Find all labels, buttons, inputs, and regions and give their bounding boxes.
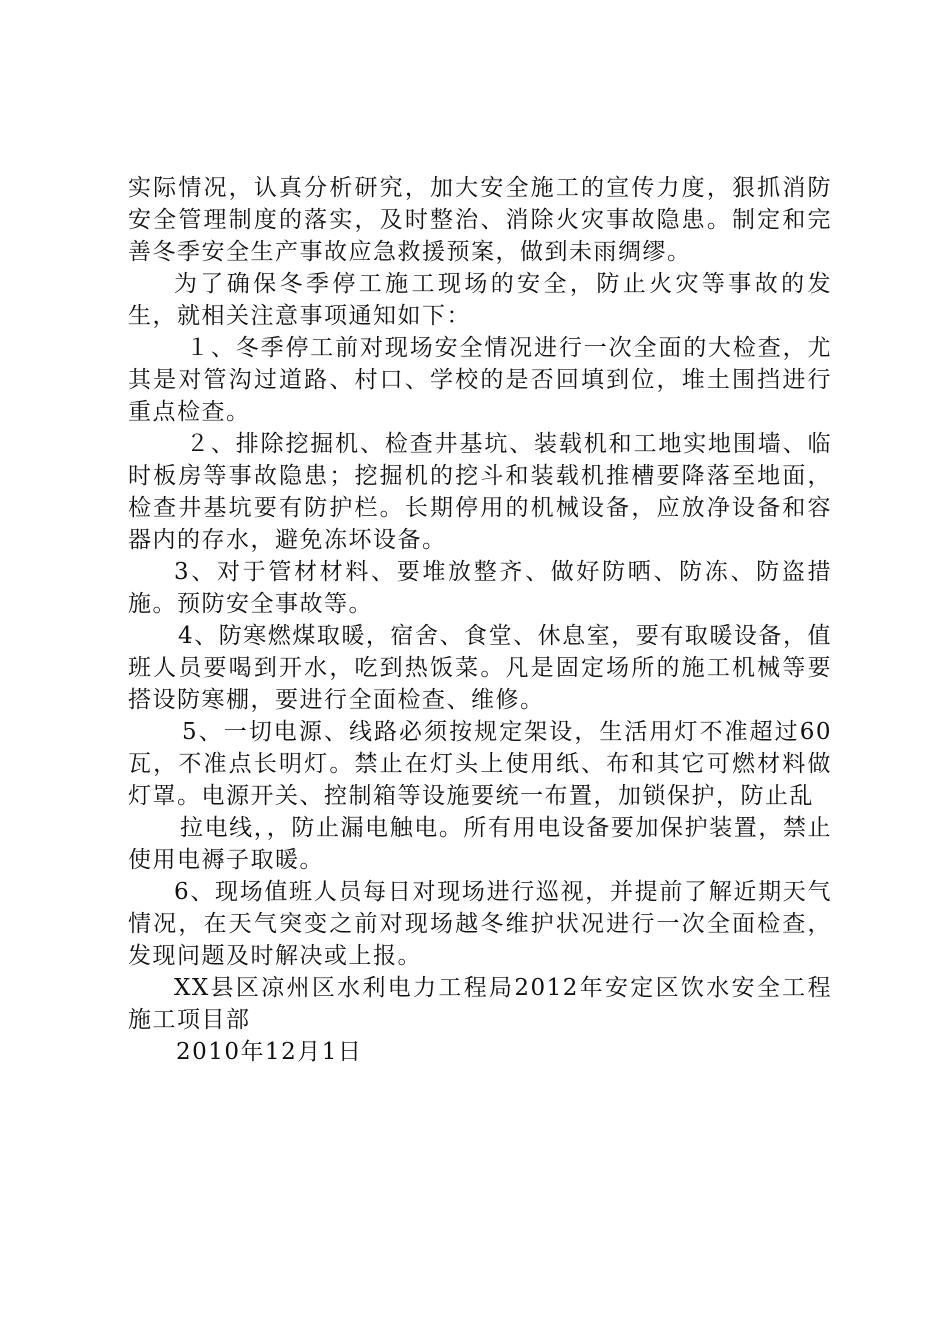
paragraph-item-3: 3、对于管材材料、要堆放整齐、做好防晒、防冻、防盗措施。预防安全事故等。 [128,559,832,617]
paragraph-item-5-continuation: 拉电线，，防止漏电触电。所有用电设备要加保护装置，禁止使用电褥子取暖。 [128,815,832,873]
paragraph-intro-continuation: 实际情况，认真分析研究，加大安全施工的宣传力度，狠抓消防安全管理制度的落实，及时整治、消除火灾事故隐患。制定和完善冬季安全生产事故应急救援预案，做到未雨绸缪。 [128,175,832,265]
document-body [128,172,832,1068]
signature-date: 2010年12月1日 [176,1039,363,1065]
paragraph-item-2: ２、排除挖掘机、检查井基坑、装载机和工地实地围墙、临时板房等事故隐患；挖掘机的挖斗和装载机推槽要降落至地面，检查井基坑要有防护栏。长期停用的机械设备，应放净设备和容器内的存水，避免冻坏设备。 [128,431,832,553]
paragraph-item-5: 5、一切电源、线路必须按规定架设，生活用灯不准超过60瓦，不准点长明灯。禁止在灯头上使用纸、布和其它可燃材料做灯罩。电源开关、控制箱等设施要统一布置，加锁保护，防止乱 [128,719,832,809]
signature-organization: XX县区凉州区水利电力工程局2012年安定区饮水安全工程施工项目部 [128,975,832,1033]
paragraph-item-1: １、冬季停工前对现场安全情况进行一次全面的大检查，尤其是对管沟过道路、村口、学校的是否回填到位，堆土围挡进行重点检查。 [128,335,832,425]
paragraph-notice-intro: 为了确保冬季停工施工现场的安全，防止火灾等事故的发生，就相关注意事项通知如下： [128,271,832,329]
paragraph-item-6: 6、现场值班人员每日对现场进行巡视，并提前了解近期天气情况，在天气突变之前对现场越冬维护状况进行一次全面检查，发现问题及时解决或上报。 [128,879,832,969]
paragraph-item-4: 4、防寒燃煤取暖，宿舍、食堂、休息室，要有取暖设备，值班人员要喝到开水，吃到热饭菜。凡是固定场所的施工机械等要搭设防寒棚，要进行全面检查、维修。 [128,623,832,713]
